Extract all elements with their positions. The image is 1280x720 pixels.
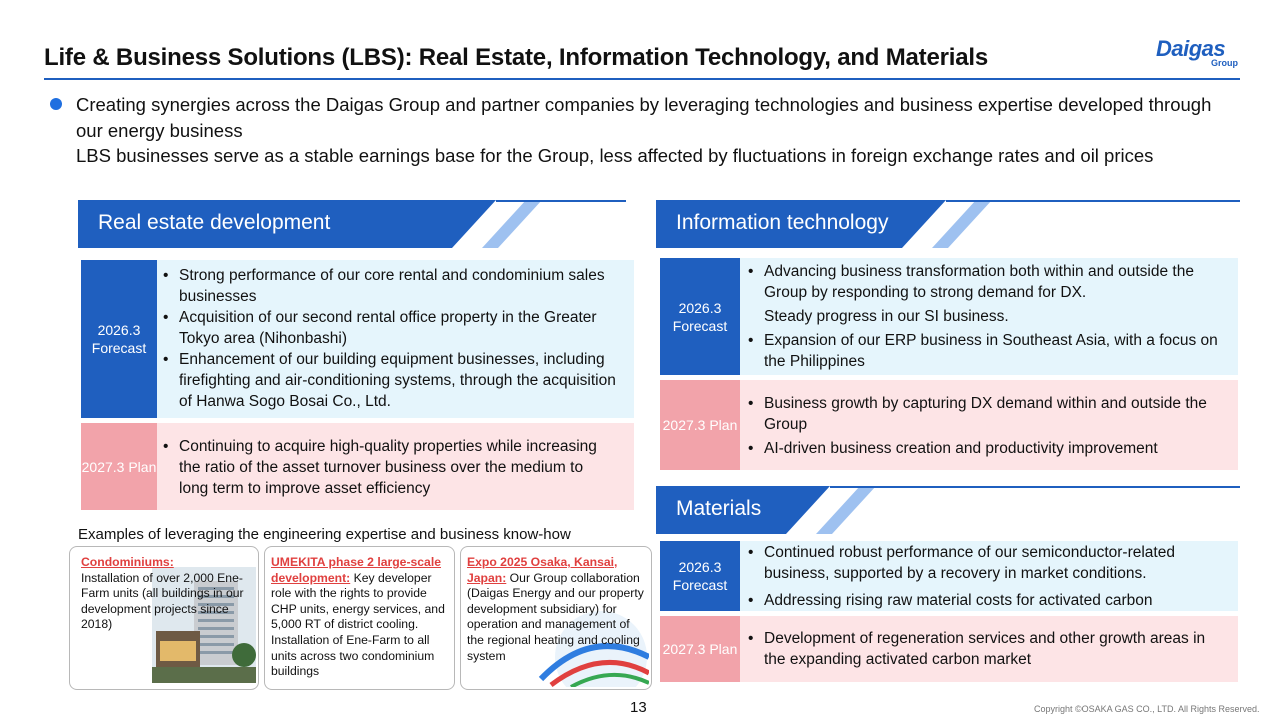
page-title: Life & Business Solutions (LBS): Real Estate, Information Technology, and Materials [44,44,988,71]
card-body: Our Group collaboration (Daigas Energy and our property development subsidiary) for operation and management of the regional heating and cooling system [467,570,644,663]
examples-title: Examples of leveraging the engineering expertise and business know-how [78,526,571,543]
section-line [830,486,1240,488]
section-band-accent [816,486,876,534]
list-item: • Advancing business transformation both within and outside the Group by responding to strong demand for DX. [748,263,1194,301]
title-divider [44,78,1240,80]
plan-box-materials [740,616,1238,682]
forecast-tag: 2026.3 Forecast [660,541,740,611]
section-title: Real estate development [98,211,331,234]
plan-tag: 2027.3 Plan [660,380,740,470]
copyright: Copyright ©OSAKA GAS CO., LTD. All Rights Reserved. [1034,704,1260,714]
section-line [496,200,626,202]
plan-box-it [740,380,1238,470]
card-heading: Expo 2025 Osaka, Kansai, Japan: [467,555,618,585]
list-item: • Business growth by capturing DX demand within and outside the Group [748,395,1207,433]
plan-tag: 2027.3 Plan [81,423,157,510]
section-band-accent [482,200,542,248]
card-body: Installation of over 2,000 Ene-Farm units (all buildings in our development projects since 2018) [81,570,244,632]
card-text [271,555,451,680]
logo-word: Daigas [1156,36,1226,61]
section-header-materials [656,486,1240,536]
intro-line-1: Creating synergies across the Daigas Group and partner companies by leveraging technologies and business expertise developed through our energy business [76,94,1212,141]
section-line [946,200,1240,202]
plan-tag: 2027.3 Plan [660,616,740,682]
forecast-tag: 2026.3 Forecast [81,260,157,418]
list-item: • Continuing to acquire high-quality properties while increasing the ratio of the asset turnover business over the medium to long term to improve asset efficiency [163,438,597,497]
list-item: • Addressing rising raw material costs for activated carbon [748,592,1153,609]
intro-bullet [50,92,1230,169]
page-number: 13 [630,699,647,716]
forecast-tag: 2026.3 Forecast [660,258,740,375]
card-heading: Condominiums: [81,555,174,569]
list-item: • Acquisition of our second rental office property in the Greater Tokyo area (Nihonbashi) [163,309,597,347]
section-header-real-estate [78,200,626,250]
daigas-logo [1152,36,1240,70]
forecast-box-materials [740,541,1238,611]
list-item: • Continued robust performance of our semiconductor-related business, supported by a recovery in market conditions. [748,544,1175,582]
example-card-condominiums [69,546,259,690]
forecast-box-real-estate [157,260,634,418]
list-item: • AI-driven business creation and productivity improvement [748,440,1158,457]
plan-box-real-estate [157,423,634,510]
list-item: • Enhancement of our building equipment businesses, including firefighting and air-conditioning systems, through the acquisition of Hanwa Sogo Bosai Co., Ltd. [163,351,616,410]
section-title: Information technology [676,211,889,234]
logo-group: Group [1211,58,1238,68]
section-header-it [656,200,1240,250]
card-text [81,555,251,633]
list-item: • Expansion of our ERP business in Southeast Asia, with a focus on the Philippines [748,332,1218,370]
list-item: • Strong performance of our core rental and condominium sales businesses [163,267,605,305]
forecast-box-it [740,258,1238,375]
example-card-expo [460,546,652,690]
bullet-dot-icon [50,98,62,110]
list-item: • Development of regeneration services and other growth areas in the expanding activated carbon market [748,630,1206,668]
card-heading: UMEKITA phase 2 large-scale development: [271,555,442,585]
card-text [467,555,649,664]
card-body: Key developer role with the rights to provide CHP units, energy services, and 5,000 RT of district cooling. Installation of Ene-Farm to all units across two condominium buildings [271,570,445,679]
section-band-accent [932,200,992,248]
list-item-continued: Steady progress in our SI business. [764,308,1009,325]
example-card-umekita [264,546,455,690]
section-title: Materials [676,497,762,520]
intro-line-2: LBS businesses serve as a stable earnings base for the Group, less affected by fluctuations in foreign exchange rates and oil prices [76,145,1154,166]
